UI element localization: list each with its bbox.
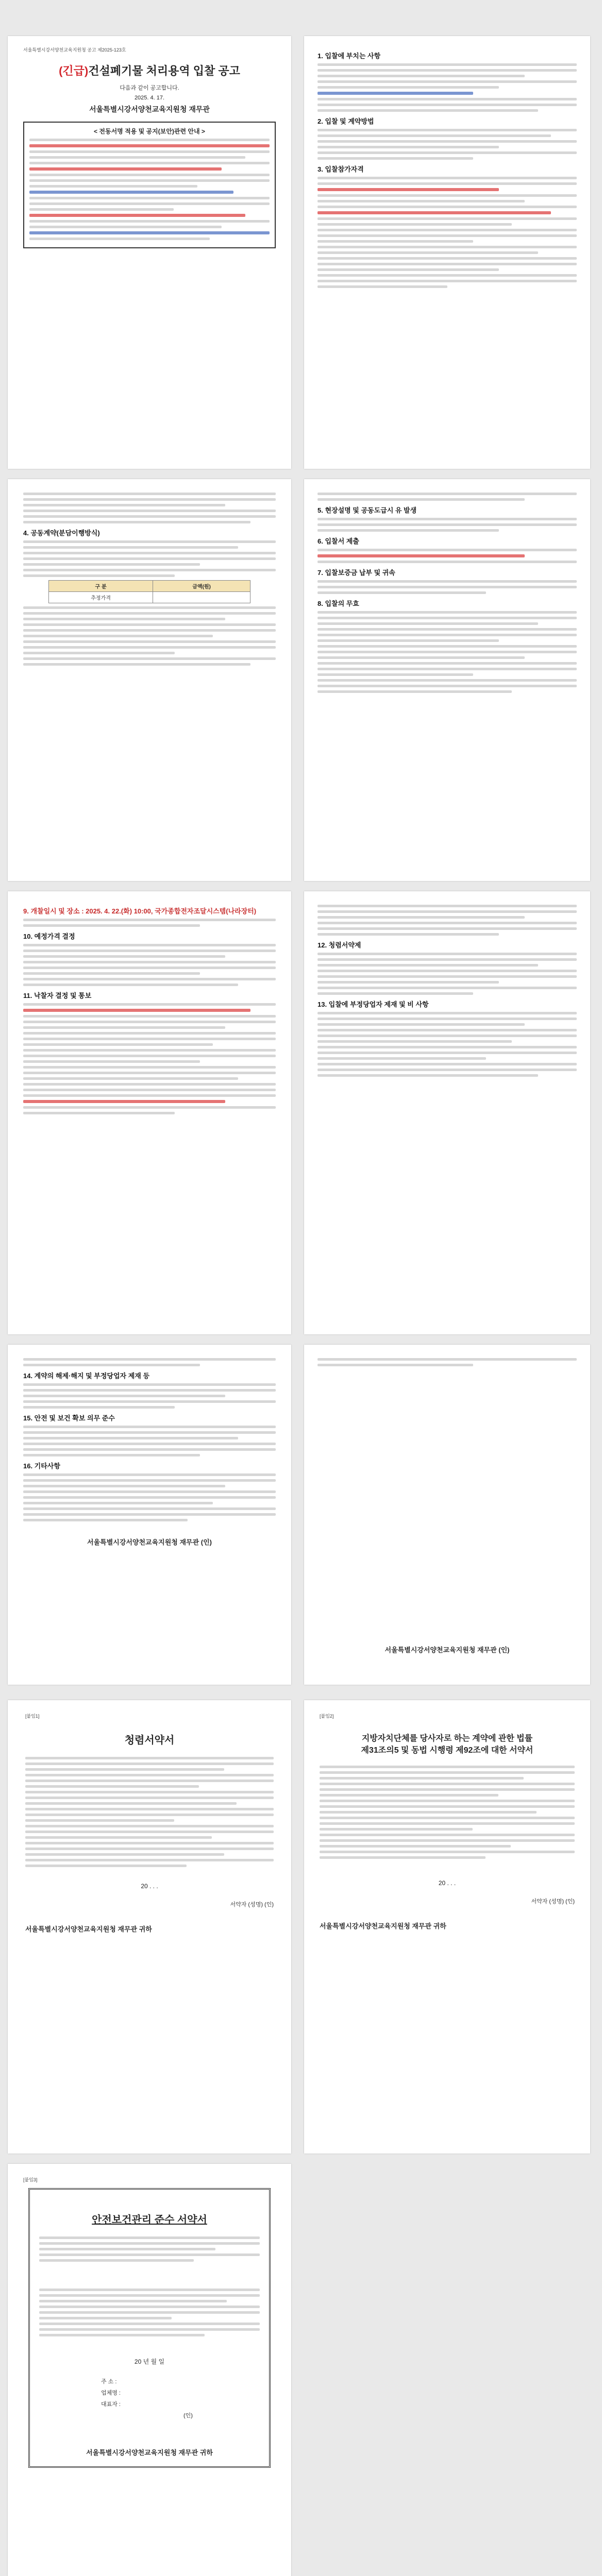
form-3-company-label: 업체명 : (101, 2390, 121, 2396)
form-3-safety-pledge (8, 2164, 291, 2576)
page-2-left (8, 479, 291, 881)
section-12-title: 12. 청렴서약제 (317, 941, 361, 949)
footer-issuer-2: 서울특별시강서양천교육지원청 재무관 (인) (384, 1646, 510, 1654)
notice-date: 2025. 4. 17. (134, 95, 165, 101)
notice-box (23, 122, 276, 248)
form-2-date: 20 . . . (438, 1879, 456, 1887)
page-3-left (8, 891, 291, 1334)
form-2-signer: 서약자 (성명) (인) (531, 1899, 575, 1905)
form-1-integrity-pledge (8, 1700, 291, 2154)
form-3-title: 안전보건관리 준수 서약서 (92, 2214, 207, 2226)
form-3-address-label: 주 소 : (101, 2379, 117, 2385)
section-13-title: 13. 입찰에 부정당업자 제재 및 비 사항 (317, 1001, 429, 1008)
section-7-title: 7. 입찰보증금 납부 및 귀속 (317, 569, 395, 577)
page-1-right (304, 36, 590, 469)
section-11-title: 11. 낙찰자 결정 및 통보 (23, 992, 92, 999)
form-1-title: 청렴서약서 (124, 1735, 175, 1746)
header-small: 서울특별시강서양천교육지원청 공고 제2025-123호 (23, 47, 126, 53)
page-1-left (8, 36, 291, 469)
section-1-title: 1. 입찰에 부치는 사항 (317, 52, 381, 60)
form-1-addressee: 서울특별시강서양천교육지원청 재무관 귀하 (25, 1925, 152, 1933)
section-16-title: 16. 기타사항 (23, 1462, 60, 1470)
page-4-left (8, 1345, 291, 1685)
notice-title: < 전동서명 적용 및 공지(보안)관련 안내 > (94, 128, 205, 135)
amount-table (48, 580, 250, 603)
form-2-addressee: 서울특별시강서양천교육지원청 재무관 귀하 (320, 1922, 446, 1930)
form-2-law-pledge (304, 1700, 590, 2154)
footer-issuer-1: 서울특별시강서양천교육지원청 재무관 (인) (87, 1538, 212, 1546)
page-2-right (304, 479, 590, 881)
form-1-tag: [붙임1] (25, 1714, 40, 1719)
section-14-title: 14. 계약의 해제·해지 및 부정당업자 제재 등 (23, 1372, 149, 1380)
form-3-representative-label: 대표자 : (101, 2401, 121, 2408)
form-3-frame (28, 2188, 271, 2468)
form-1-signer: 서약자 (성명) (인) (230, 1902, 274, 1908)
page-3-right (304, 891, 590, 1334)
section-8-title: 8. 입찰의 무효 (317, 600, 359, 607)
amount-header-category: 구 분 (49, 581, 153, 592)
section-4-title: 4. 공동계약(분담이행방식) (23, 529, 100, 537)
page-4-right (304, 1345, 590, 1685)
form-3-date: 20 년 월 일 (134, 2358, 165, 2365)
section-6-title: 6. 입찰서 제출 (317, 537, 359, 545)
issuer: 서울특별시강서양천교육지원청 재무관 (89, 105, 210, 113)
section-10-title: 10. 예정가격 결정 (23, 933, 75, 940)
section-2-title: 2. 입찰 및 계약방법 (317, 117, 374, 125)
page-title: (긴급)건설폐기물 처리용역 입찰 공고 (59, 64, 240, 77)
form-3-seal: (인) (183, 2413, 193, 2419)
amount-header-value: 금액(원) (153, 581, 250, 592)
section-5-title: 5. 현장설명 및 공동도급시 유 발생 (317, 506, 417, 514)
form-2-title: 지방자치단체를 당사자로 하는 계약에 관한 법률 제31조의5 및 동법 시행령 제92조에 대한 서약서 (361, 1734, 533, 1755)
section-9-title: 9. 개찰일시 및 장소 : 2025. 4. 22.(화) 10:00, 국가종합전자조달시스템(나라장터) (23, 907, 257, 915)
section-3-title: 3. 입찰참가자격 (317, 165, 364, 173)
subtitle: 다음과 같이 공고합니다. (120, 85, 179, 91)
form-3-addressee: 서울특별시강서양천교육지원청 재무관 귀하 (86, 2449, 213, 2456)
form-1-date: 20 . . . (141, 1883, 158, 1890)
amount-row-value (153, 592, 250, 603)
form-2-tag: [붙임2] (320, 1714, 334, 1719)
amount-row-label: 추정가격 (49, 592, 153, 603)
form-3-tag: [붙임3] (23, 2177, 38, 2182)
section-15-title: 15. 안전 및 보건 확보 의무 준수 (23, 1414, 115, 1422)
